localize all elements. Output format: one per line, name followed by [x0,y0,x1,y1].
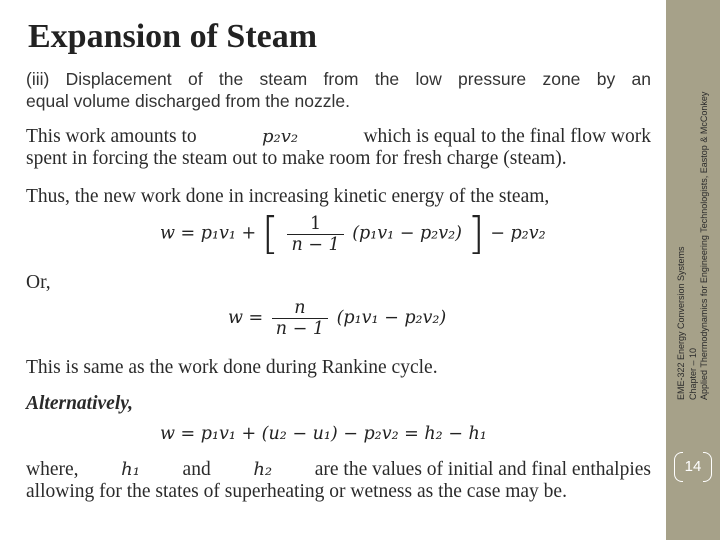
paragraph-displacement [26,68,651,112]
eq1-denominator: n − 1 [287,234,343,255]
alternatively-text: Alternatively, [26,393,134,414]
sidebar-line-chapter: Chapter – 10 [687,347,698,400]
equation-3 [160,424,487,444]
sidebar-course-info [676,20,711,400]
paragraph-new-work [26,186,651,208]
eq2-numerator: n [294,298,306,318]
equation-2 [228,298,446,339]
equation-1 [160,208,546,259]
eq1-mid: (p₁v₁ − p₂v₂) [352,223,462,244]
paragraph-line: Thus, the new work done in increasing kinetic energy of the steam, [26,186,550,207]
paragraph-line: allowing for the states of superheating or wetness as the case may be. [26,481,567,502]
paragraph-text: are the values of initial and final enthalpies [314,459,651,480]
or-label [26,272,651,294]
eq3-text: w = p₁v₁ + (u₂ − u₁) − p₂v₂ = h₂ − h₁ [160,424,487,444]
paragraph-rankine [26,357,651,379]
page-number-text: 14 [684,457,702,475]
paragraph-enthalpies [26,459,651,503]
paragraph-text: This work amounts to [26,126,197,147]
bracket-open-icon: [ [261,208,279,259]
eq1-tail: − p₂v₂ [490,223,546,244]
eq1-lhs: w = p₁v₁ + [160,223,257,244]
eq1-fraction [287,214,343,255]
bracket-close-icon: ] [467,208,485,259]
paragraph-line: spent in forcing the steam out to make room for fresh charge (steam). [26,148,567,169]
or-text: Or, [26,272,51,293]
paragraph-line: equal volume discharged from the nozzle. [26,91,350,111]
paragraph-line: This is same as the work done during Rankine cycle. [26,357,438,378]
paragraph-text: where, [26,459,79,480]
paragraph-line [26,68,651,90]
eq1-numerator: 1 [309,213,322,234]
math-p2v2: p₂v₂ [261,126,299,147]
page-number [670,448,716,484]
eq2-rhs: (p₁v₁ − p₂v₂) [336,308,447,328]
math-h1: h₁ [121,459,140,480]
sidebar-line-reference: Applied Thermodynamics for Engineering Technologists, Eastop & McConkey [698,91,709,400]
eq2-denominator: n − 1 [272,318,328,339]
alternatively-label [26,393,651,415]
paragraph-text: and [182,459,211,480]
paragraph-flow-work [26,126,651,170]
paragraph-text: which is equal to the final flow work [363,126,651,147]
paragraph-line [26,459,651,481]
slide-title: Expansion of Steam [28,18,318,55]
eq2-fraction [272,298,328,339]
paragraph-text: (iii) Displacement of the steam from the low pressure zone by an [26,69,651,89]
sidebar-line-course: EME-322 Energy Conversion Systems [675,246,686,400]
math-h2: h₂ [253,459,273,480]
paragraph-line [26,126,651,148]
eq2-lhs: w = [228,308,264,328]
